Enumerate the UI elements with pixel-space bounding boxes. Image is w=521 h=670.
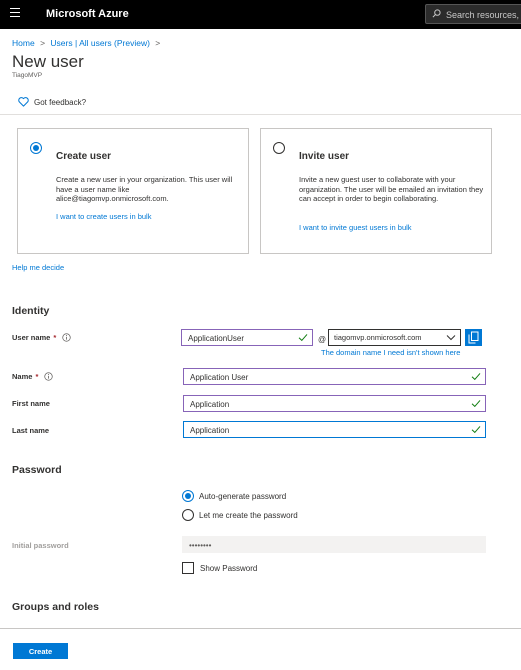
- check-icon: [471, 372, 481, 381]
- create-user-description: Create a new user in your organization. This user will have a user name like alice@tiagomvp.onmicrosoft.com.: [56, 175, 233, 204]
- help-me-decide-link[interactable]: Help me decide: [12, 263, 65, 272]
- name-label: [12, 372, 53, 381]
- first-name-label: First name: [12, 399, 50, 408]
- info-icon[interactable]: [62, 333, 71, 342]
- global-search[interactable]: [425, 4, 521, 24]
- breadcrumb-home[interactable]: Home: [12, 38, 35, 48]
- invite-user-description: Invite a new guest user to collaborate with your organization. The user will be emailed an invitation they can accept in order to begin collaborating.: [299, 175, 484, 204]
- name-input[interactable]: [190, 371, 467, 383]
- breadcrumb-separator: >: [155, 38, 161, 48]
- last-name-label: Last name: [12, 426, 50, 435]
- groups-roles-heading: Groups and roles: [12, 601, 99, 613]
- show-password-checkbox[interactable]: [182, 562, 194, 574]
- breadcrumb-separator: >: [40, 38, 46, 48]
- copy-button[interactable]: [465, 329, 482, 346]
- username-label-text: User name: [12, 333, 51, 342]
- name-label-text: Name: [12, 372, 33, 381]
- initial-password-field: [182, 536, 486, 553]
- manual-password-radio[interactable]: [182, 509, 194, 521]
- initial-password-input: [189, 539, 467, 551]
- auto-generate-label: Auto-generate password: [199, 491, 287, 501]
- last-name-input[interactable]: [190, 424, 467, 436]
- password-heading: Password: [12, 464, 62, 476]
- required-mark: *: [35, 372, 39, 381]
- create-user-radio[interactable]: [30, 142, 42, 154]
- create-bulk-link[interactable]: I want to create users in bulk: [56, 212, 152, 221]
- first-name-input[interactable]: [190, 398, 467, 410]
- manual-password-label: Let me create the password: [199, 510, 298, 520]
- domain-value: tiagomvp.onmicrosoft.com: [334, 333, 422, 342]
- identity-heading: Identity: [12, 305, 50, 317]
- invite-bulk-link[interactable]: I want to invite guest users in bulk: [299, 223, 412, 232]
- at-sign: @: [318, 335, 327, 344]
- top-bar: [0, 0, 521, 29]
- copy-icon: [468, 331, 479, 344]
- username-input[interactable]: [188, 332, 294, 344]
- brand-title[interactable]: Microsoft Azure: [46, 8, 129, 20]
- chevron-down-icon: [446, 334, 456, 341]
- heart-icon: [18, 97, 29, 107]
- check-icon: [298, 333, 308, 342]
- show-password-label: Show Password: [200, 563, 258, 573]
- breadcrumb-users[interactable]: Users | All users (Preview): [50, 38, 150, 48]
- invite-user-title: Invite user: [299, 151, 350, 162]
- invite-user-radio[interactable]: [273, 142, 285, 154]
- feedback-button[interactable]: [18, 97, 86, 107]
- create-user-title: Create user: [56, 151, 112, 162]
- username-field[interactable]: [181, 329, 313, 346]
- auto-generate-option[interactable]: [182, 490, 286, 502]
- divider: [0, 114, 521, 115]
- create-button[interactable]: Create: [13, 643, 68, 659]
- username-label: [12, 333, 71, 342]
- domain-not-shown-link[interactable]: The domain name I need isn't shown here: [321, 348, 461, 357]
- required-mark: *: [53, 333, 57, 342]
- last-name-field[interactable]: [183, 421, 486, 438]
- auto-generate-radio[interactable]: [182, 490, 194, 502]
- show-password-option[interactable]: [182, 562, 257, 574]
- page-title: New user: [12, 52, 84, 71]
- initial-password-label: Initial password: [12, 541, 69, 550]
- check-icon: [471, 399, 481, 408]
- info-icon[interactable]: [44, 372, 53, 381]
- manual-password-option[interactable]: [182, 509, 298, 521]
- first-name-field[interactable]: [183, 395, 486, 412]
- domain-dropdown[interactable]: [328, 329, 461, 346]
- hamburger-icon[interactable]: [10, 8, 20, 17]
- name-field[interactable]: [183, 368, 486, 385]
- feedback-label: Got feedback?: [34, 97, 87, 107]
- create-user-card[interactable]: [17, 128, 249, 254]
- invite-user-card[interactable]: [260, 128, 492, 254]
- footer-divider: [0, 628, 521, 629]
- page-subtitle: TiagoMVP: [12, 72, 43, 79]
- search-icon: [432, 9, 441, 18]
- check-icon: [471, 425, 481, 434]
- search-input[interactable]: [446, 7, 521, 22]
- breadcrumb: [12, 38, 163, 48]
